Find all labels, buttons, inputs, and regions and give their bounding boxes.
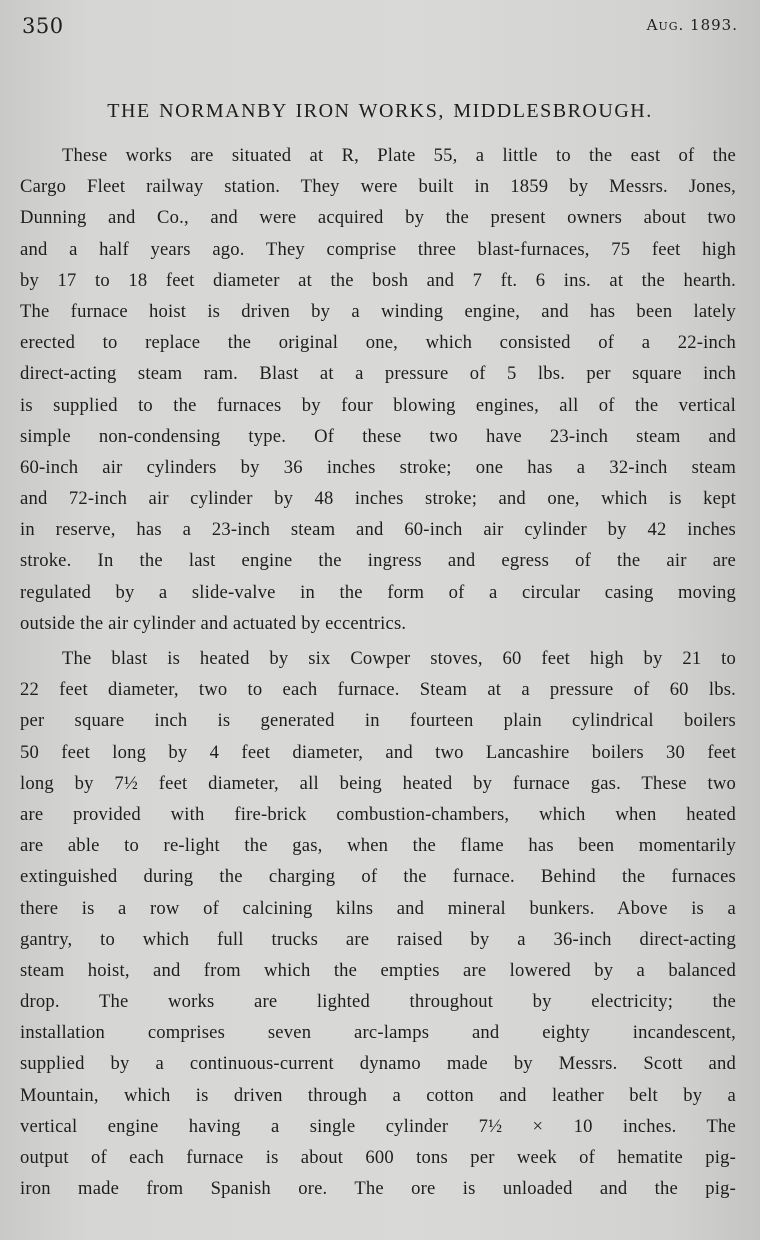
text-line: Dunning and Co., and were acquired by the present owners about two — [20, 207, 736, 229]
article-title: THE NORMANBY IRON WORKS, MIDDLESBROUGH. — [107, 100, 653, 122]
text-line: outside the air cylinder and actuated by eccentrics. — [20, 612, 407, 634]
text-line: The blast is heated by six Cowper stoves, 60 feet high by 21 to — [62, 648, 736, 669]
text-line: 50 feet long by 4 feet diameter, and two Lancashire boilers 30 feet — [20, 741, 736, 763]
text-line: The furnace hoist is driven by a winding engine, and has been lately — [20, 300, 736, 322]
text-line: extinguished during the charging of the furnace. Behind the furnaces — [20, 866, 736, 888]
text-line: per square inch is generated in fourteen plain cylindrical boilers — [20, 710, 736, 732]
text-line: gantry, to which full trucks are raised by a 36-inch direct-acting — [20, 928, 736, 950]
text-line: is supplied to the furnaces by four blowing engines, all of the vertical — [20, 394, 736, 416]
text-line: long by 7½ feet diameter, all being heated by furnace gas. These two — [20, 772, 736, 794]
text-line: simple non-condensing type. Of these two have 23-inch steam and — [20, 425, 736, 447]
text-line: installation comprises seven arc-lamps and eighty incandescent, — [20, 1022, 736, 1044]
text-line: output of each furnace is about 600 tons per week of hematite pig- — [20, 1147, 736, 1168]
text-line: and 72-inch air cylinder by 48 inches stroke; and one, which is kept — [20, 488, 736, 510]
text-line: are able to re-light the gas, when the flame has been momentarily — [20, 835, 736, 857]
text-line: 60-inch air cylinders by 36 inches stroke; one has a 32-inch steam — [20, 456, 736, 478]
text-line: and a half years ago. They comprise three blast-furnaces, 75 feet high — [20, 238, 736, 260]
text-line: are provided with fire-brick combustion-chambers, which when heated — [20, 803, 736, 825]
paragraph-1 — [20, 140, 736, 639]
paragraph-2 — [20, 643, 736, 1204]
text-line: Mountain, which is driven through a cotton and leather belt by a — [20, 1084, 736, 1106]
text-line: by 17 to 18 feet diameter at the bosh and 7 ft. 6 ins. at the hearth. — [20, 269, 736, 291]
text-line: direct-acting steam ram. Blast at a pressure of 5 lbs. per square inch — [20, 363, 736, 385]
text-line: steam hoist, and from which the empties are lowered by a balanced — [20, 959, 736, 981]
text-line: erected to replace the original one, which consisted of a 22-inch — [20, 332, 736, 354]
text-line: vertical engine having a single cylinder 7½ × 10 inches. The — [20, 1115, 736, 1137]
article-body — [20, 140, 736, 1204]
text-line: regulated by a slide-valve in the form of a circular casing moving — [20, 581, 736, 603]
page-header — [22, 14, 738, 44]
text-line: iron made from Spanish ore. The ore is unloaded and the pig- — [20, 1178, 736, 1200]
text-line: Cargo Fleet railway station. They were built in 1859 by Messrs. Jones, — [20, 176, 736, 198]
running-head-date: Aug. 1893. — [646, 16, 738, 34]
text-line: 22 feet diameter, two to each furnace. Steam at a pressure of 60 lbs. — [20, 679, 736, 701]
text-line: stroke. In the last engine the ingress and egress of the air are — [20, 550, 736, 572]
text-line: These works are situated at R, Plate 55, a little to the east of the — [62, 145, 736, 166]
text-line: supplied by a continuous-current dynamo made by Messrs. Scott and — [20, 1053, 736, 1075]
text-line: there is a row of calcining kilns and mineral bunkers. Above is a — [20, 897, 736, 919]
page-number: 350 — [22, 14, 64, 38]
text-line: drop. The works are lighted throughout by electricity; the — [20, 991, 736, 1013]
text-line: in reserve, has a 23-inch steam and 60-inch air cylinder by 42 inches — [20, 519, 736, 541]
